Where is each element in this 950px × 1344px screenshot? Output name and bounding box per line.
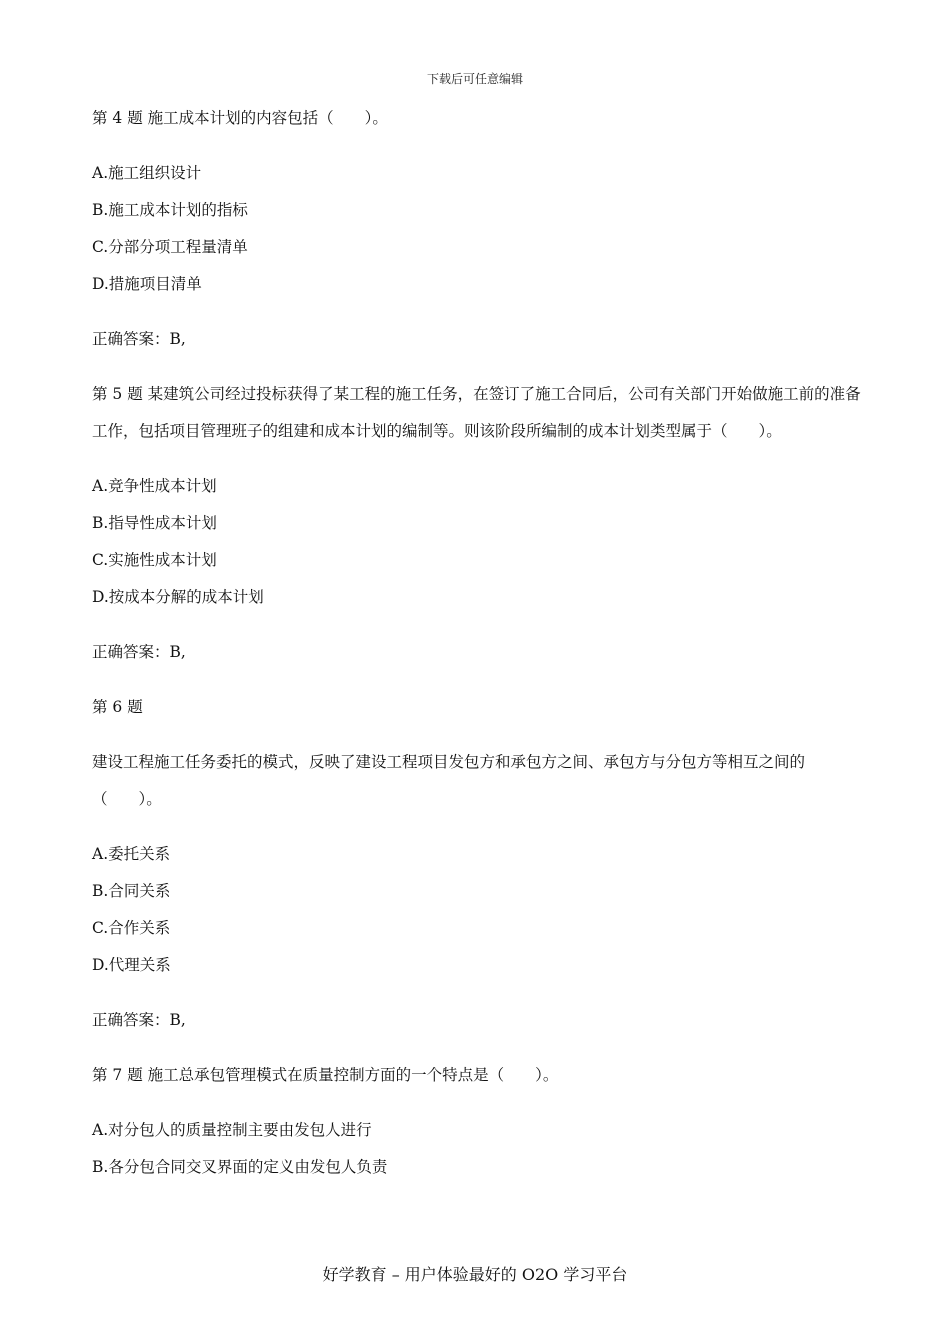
question-4: [92, 100, 862, 358]
correct-answer: 正确答案：B,: [92, 1011, 186, 1029]
option-b: B.合同关系: [92, 882, 171, 900]
option-d: D.按成本分解的成本计划: [92, 588, 264, 606]
question-stem: 建设工程施工任务委托的模式，反映了建设工程项目发包方和承包方之间、承包方与分包方等相互之间的（ ）。: [92, 753, 806, 808]
question-title: 第 6 题: [92, 698, 143, 716]
option-a: A.竞争性成本计划: [92, 477, 217, 495]
question-7: [92, 1057, 862, 1186]
option-d: D.代理关系: [92, 956, 171, 974]
page-footer: 好学教育 – 用户体验最好的 O2O 学习平台: [322, 1265, 628, 1284]
option-b: B.施工成本计划的指标: [92, 201, 248, 219]
question-title: 第 4 题 施工成本计划的内容包括（ ）。: [92, 109, 388, 127]
correct-answer: 正确答案：B,: [92, 330, 186, 348]
correct-answer: 正确答案：B,: [92, 643, 186, 661]
option-list: [92, 1112, 862, 1186]
option-list: [92, 468, 862, 616]
option-list: [92, 836, 862, 984]
question-title: 第 5 题 某建筑公司经过投标获得了某工程的施工任务，在签订了施工合同后，公司有关部门开始做施工前的准备工作，包括项目管理班子的组建和成本计划的编制等。则该阶段所编制的成本计划类型属于（ ）。: [92, 385, 861, 440]
question-title: 第 7 题 施工总承包管理模式在质量控制方面的一个特点是（ ）。: [92, 1066, 559, 1084]
question-6: [92, 689, 862, 1039]
option-a: A.对分包人的质量控制主要由发包人进行: [92, 1121, 372, 1139]
option-c: C.实施性成本计划: [92, 551, 217, 569]
option-c: C.分部分项工程量清单: [92, 238, 248, 256]
document-body: [92, 100, 862, 1186]
page-header: 下载后可任意编辑: [426, 72, 523, 86]
option-a: A.委托关系: [92, 845, 171, 863]
option-c: C.合作关系: [92, 919, 171, 937]
question-5: [92, 376, 862, 671]
option-b: B.各分包合同交叉界面的定义由发包人负责: [92, 1158, 388, 1176]
option-b: B.指导性成本计划: [92, 514, 217, 532]
option-list: [92, 155, 862, 303]
option-a: A.施工组织设计: [92, 164, 202, 182]
option-d: D.措施项目清单: [92, 275, 202, 293]
